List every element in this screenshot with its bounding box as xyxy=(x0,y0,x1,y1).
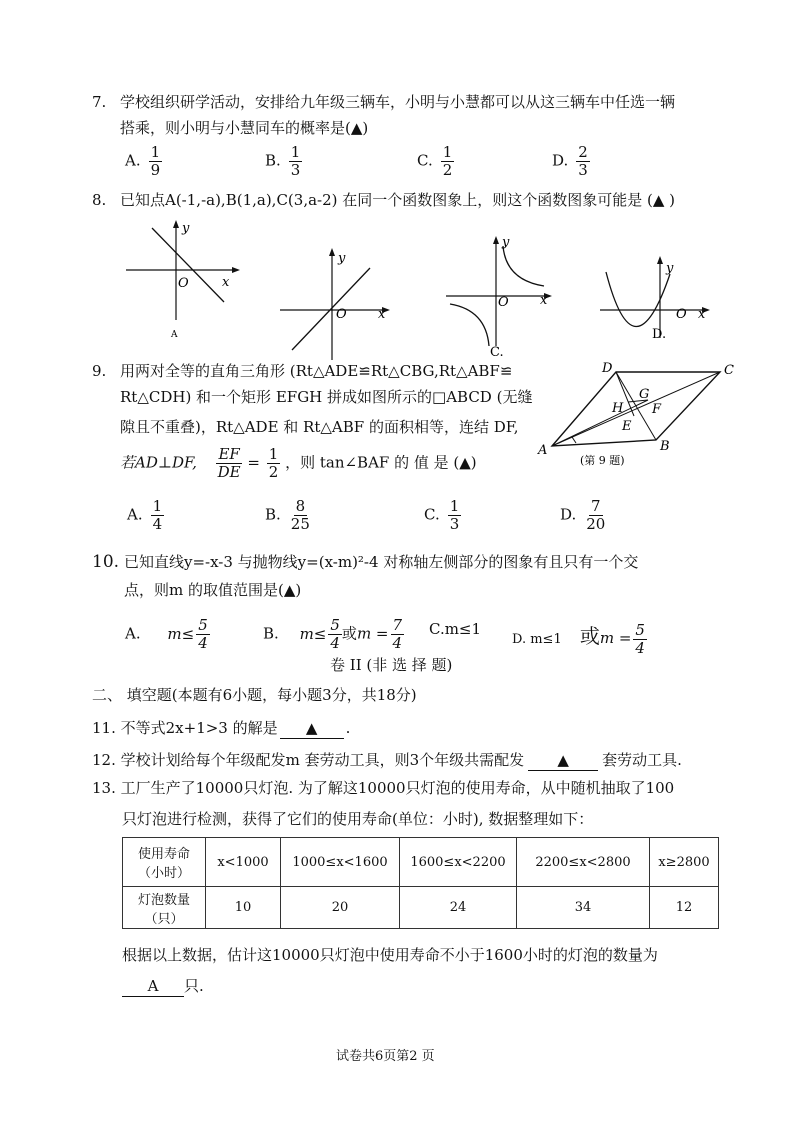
table-head-cell: 使用寿命 （小时） xyxy=(123,838,206,887)
graph-c-origin: O xyxy=(498,295,509,310)
fraction: $\frac{1}{3}$ xyxy=(290,143,301,179)
graph-a xyxy=(126,220,240,340)
q7-option-a: A. $\frac{1}{9}$ xyxy=(125,143,161,179)
fraction: $\frac{5}{4}$ xyxy=(635,621,645,657)
lifespan-table xyxy=(122,837,719,929)
graph-d-y-label: y xyxy=(666,261,674,276)
table-row xyxy=(123,838,719,887)
q7-option-d: D. $\frac{2}{3}$ xyxy=(552,143,588,179)
q7-option-b: B. $\frac{1}{3}$ xyxy=(265,143,301,179)
q13-answer-blank: A xyxy=(122,976,184,997)
graph-b-y-label: y xyxy=(338,251,346,266)
q12: 12. 学校计划给每个年级配发m 套劳动工具，则3个年级共需配发 ▲ 套劳动工具. xyxy=(92,751,682,769)
part2-title: 卷 II (非 选 择 题) xyxy=(330,656,453,674)
table-cell: x≥2800 xyxy=(650,838,719,887)
graph-b-origin: O xyxy=(336,307,347,322)
q13-line3: 根据以上数据，估计这10000只灯泡中使用寿命不小于1600小时的灯泡的数量为 xyxy=(122,946,658,964)
fraction-ef-de: $\frac{EF}{DE}$ xyxy=(217,445,241,481)
q7-number: 7. xyxy=(92,93,107,111)
q9-line1: 用两对全等的直角三角形 (Rt△ADE≌Rt△CBG,Rt△ABF≌ xyxy=(120,362,513,380)
q8-text: 已知点A(-1,-a),B(1,a),C(3,a-2) 在同一个函数图象上，则这个函数图象可能是 (▲ ) xyxy=(120,191,676,209)
graph-a-y-label: y xyxy=(182,221,190,236)
fraction: $\frac{7}{20}$ xyxy=(586,497,606,533)
graph-c-y-label: y xyxy=(502,235,510,250)
q7-line1: 学校组织研学活动，安排给九年级三辆车，小明与小慧都可以从这三辆车中任选一辆 xyxy=(120,93,676,111)
table-cell: 24 xyxy=(400,887,517,929)
fraction: $\frac{5}{4}$ xyxy=(198,616,208,652)
fraction: $\frac{2}{3}$ xyxy=(578,143,588,179)
graph-d-x-label: x xyxy=(698,307,706,322)
figure-label-h: H xyxy=(612,401,624,416)
fraction: $\frac{5}{4}$ xyxy=(330,616,340,652)
q8-number: 8. xyxy=(92,191,107,209)
q9-option-b: B. $\frac{8}{25}$ xyxy=(265,497,310,533)
fraction: $\frac{1}{3}$ xyxy=(449,497,460,533)
table-cell: 34 xyxy=(517,887,650,929)
figure-label-g: G xyxy=(639,387,650,402)
table-cell: 1000≤x<1600 xyxy=(281,838,400,887)
figure-label-b: B xyxy=(660,439,670,454)
q10-option-a: A. m≤ $\frac{5}{4}$ xyxy=(125,616,208,652)
q13-answer-line: A 只. xyxy=(122,976,204,997)
q11-answer-blank: ▲ xyxy=(280,718,344,739)
q7-line2: 搭乘，则小明与小慧同车的概率是(▲) xyxy=(120,119,369,137)
q10-option-c: C.m≤1 xyxy=(429,620,482,638)
graph-d-label: D. xyxy=(652,327,667,342)
figure-caption: (第 9 题) xyxy=(580,454,625,467)
section2-heading: 二、 填空题(本题有6小题，每小题3分，共18分) xyxy=(92,686,417,704)
figure-label-d: D xyxy=(602,361,613,376)
graph-b xyxy=(280,248,390,360)
fraction: $\frac{7}{4}$ xyxy=(392,616,403,652)
q9-line3: 隙且不重叠)，Rt△ADE 和 Rt△ABF 的面积相等，连结 DF, xyxy=(120,418,519,436)
graph-d xyxy=(600,256,710,342)
q9-option-a: A. $\frac{1}{4}$ xyxy=(127,497,163,533)
q9-line4: 若AD⊥DF, $\frac{EF}{DE}$ = $\frac{1}{2}$ ，则 tan∠BAF 的 值 是 (▲) xyxy=(120,445,477,481)
q10-number: 10. xyxy=(92,552,120,572)
figure-label-c: C xyxy=(724,363,734,378)
graph-a-origin: O xyxy=(178,276,189,291)
table-cell: 12 xyxy=(650,887,719,929)
page-footer: 试卷共6页第2 页 xyxy=(336,1049,435,1064)
q7-option-c: C. $\frac{1}{2}$ xyxy=(417,143,453,179)
q12-answer-blank: ▲ xyxy=(528,750,598,771)
q8-graphs xyxy=(0,210,794,360)
q9-option-c: C. $\frac{1}{3}$ xyxy=(424,497,460,533)
q9-option-d: D. $\frac{7}{20}$ xyxy=(560,497,606,533)
table-head-cell: 灯泡数量 （只） xyxy=(123,887,206,929)
graph-c-label: C. xyxy=(490,345,504,360)
q10-option-d: D. m≤1 或m = $\frac{5}{4}$ xyxy=(512,621,645,657)
fraction: $\frac{1}{2}$ xyxy=(442,143,453,179)
fraction: $\frac{1}{9}$ xyxy=(150,143,161,179)
table-cell: 10 xyxy=(206,887,281,929)
figure-label-f: F xyxy=(652,402,662,417)
table-cell: 2200≤x<2800 xyxy=(517,838,650,887)
q13-line1: 13. 工厂生产了10000只灯泡. 为了解这10000只灯泡的使用寿命，从中随机抽取了100 xyxy=(92,779,675,797)
table-cell: 20 xyxy=(281,887,400,929)
q9-number: 9. xyxy=(92,362,107,380)
table-cell: x<1000 xyxy=(206,838,281,887)
fraction: $\frac{8}{25}$ xyxy=(290,497,310,533)
q13-line2: 只灯泡进行检测，获得了它们的使用寿命(单位：小时), 数据整理如下： xyxy=(122,810,594,828)
graph-a-label: A xyxy=(171,330,178,340)
graph-c-x-label: x xyxy=(540,293,548,308)
graph-b-x-label: x xyxy=(378,307,386,322)
table-cell: 1600≤x<2200 xyxy=(400,838,517,887)
q11: 11. 不等式2x+1>3 的解是 ▲ . xyxy=(92,719,351,737)
graph-c xyxy=(446,235,552,360)
table-row xyxy=(123,887,719,929)
figure-label-e: E xyxy=(622,419,632,434)
q10-option-b: B. m≤ $\frac{5}{4}$ 或m = $\frac{7}{4}$ xyxy=(263,616,403,652)
fraction: $\frac{1}{4}$ xyxy=(152,497,163,533)
figure-label-a: A xyxy=(538,443,548,458)
q10-line1: 已知直线y=-x-3 与抛物线y=(x-m)²-4 对称轴左侧部分的图象有且只有一个交 xyxy=(124,553,639,571)
graph-d-origin: O xyxy=(676,307,687,322)
fraction-half: $\frac{1}{2}$ xyxy=(268,445,279,481)
q9-line2: Rt△CDH) 和一个矩形 EFGH 拼成如图所示的□ABCD (无缝 xyxy=(120,388,533,406)
q10-line2: 点，则m 的取值范围是(▲) xyxy=(124,581,302,599)
graph-a-x-label: x xyxy=(222,275,230,290)
q9-figure xyxy=(536,358,746,470)
